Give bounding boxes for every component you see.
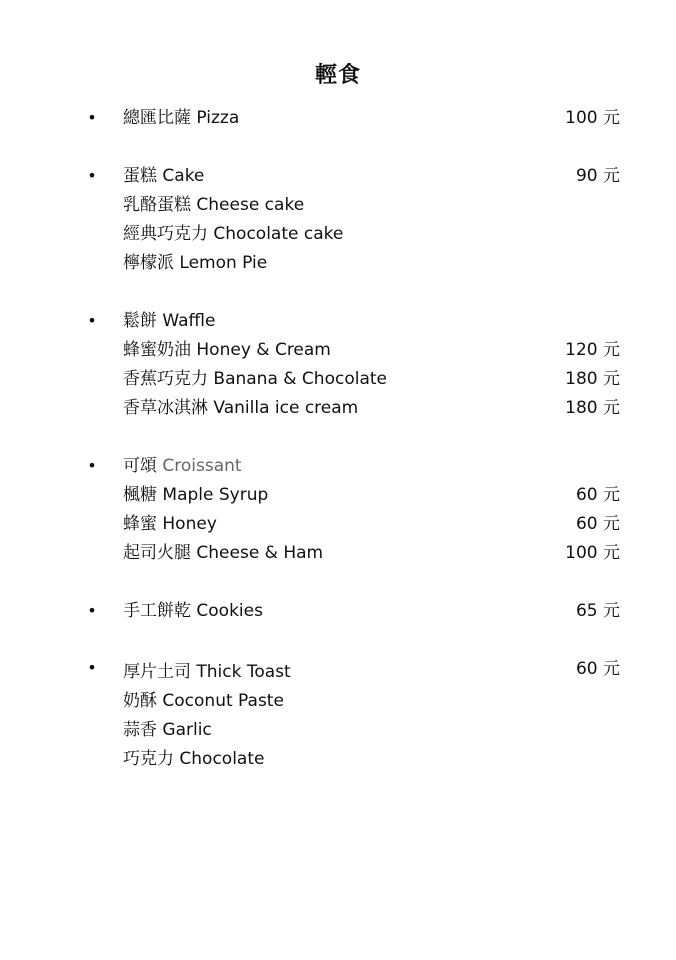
sub-item-chocolate (0, 747, 676, 771)
menu-item-cookies (0, 599, 676, 623)
item-label-en: Croissant (162, 456, 242, 476)
bullet: • (87, 311, 97, 330)
item-label: 總匯比薩 Pizza (123, 108, 240, 128)
sub-item-maple-syrup (0, 483, 676, 507)
item-label: 巧克力 Chocolate (123, 749, 265, 769)
item-label (123, 454, 242, 478)
item-label: 楓糖 Maple Syrup (123, 485, 269, 505)
item-price: 100 元 (565, 108, 620, 128)
menu-title: 輕食 (314, 63, 361, 88)
sub-item-vanilla-ice-cream (0, 396, 676, 420)
item-label: 乳酪蛋糕 Cheese cake (123, 195, 305, 215)
sub-item-lemon-pie (0, 251, 676, 275)
item-label: 奶酥 Coconut Paste (123, 691, 284, 711)
item-label: 經典巧克力 Chocolate cake (123, 224, 344, 244)
item-price: 180 元 (565, 398, 620, 418)
item-label: 蒜香 Garlic (123, 720, 212, 740)
sub-item-chocolate-cake (0, 222, 676, 246)
menu-item-pizza (0, 106, 676, 130)
sub-item-cheese-cake (0, 193, 676, 217)
item-price: 60 元 (575, 514, 620, 534)
bullet: • (87, 108, 97, 127)
sub-item-cheese-ham (0, 541, 676, 565)
item-label: 檸檬派 Lemon Pie (123, 253, 268, 273)
item-label: 香草冰淇淋 Vanilla ice cream (123, 398, 359, 418)
item-price: 60 元 (575, 659, 620, 679)
item-price: 180 元 (565, 369, 620, 389)
item-label: 起司火腿 Cheese & Ham (123, 543, 324, 563)
item-label: 鬆餅 Waffle (123, 311, 216, 331)
item-price: 65 元 (575, 601, 620, 621)
menu-item-waffle (0, 309, 676, 333)
item-label: 香蕉巧克力 Banana & Chocolate (123, 369, 387, 389)
sub-item-honey-cream (0, 338, 676, 362)
sub-item-coconut-paste (0, 689, 676, 713)
sub-item-banana-chocolate (0, 367, 676, 391)
item-price: 120 元 (565, 340, 620, 360)
item-price: 90 元 (575, 166, 620, 186)
item-label-cn: 可頌 (123, 456, 157, 476)
bullet: • (87, 658, 97, 677)
menu-item-cake (0, 164, 676, 188)
item-label: 蜂蜜奶油 Honey & Cream (123, 340, 331, 360)
item-label: 蛋糕 Cake (123, 166, 205, 186)
menu-item-croissant (0, 454, 676, 478)
item-price: 60 元 (575, 485, 620, 505)
sub-item-honey (0, 512, 676, 536)
item-label: 蜂蜜 Honey (123, 514, 217, 534)
item-price: 100 元 (565, 543, 620, 563)
item-label: 厚片土司 Thick Toast (123, 662, 291, 682)
bullet: • (87, 601, 97, 620)
sub-item-garlic (0, 718, 676, 742)
item-label: 手工餅乾 Cookies (123, 601, 263, 621)
bullet: • (87, 456, 97, 475)
menu-item-thick-toast (0, 660, 676, 684)
bullet: • (87, 166, 97, 185)
